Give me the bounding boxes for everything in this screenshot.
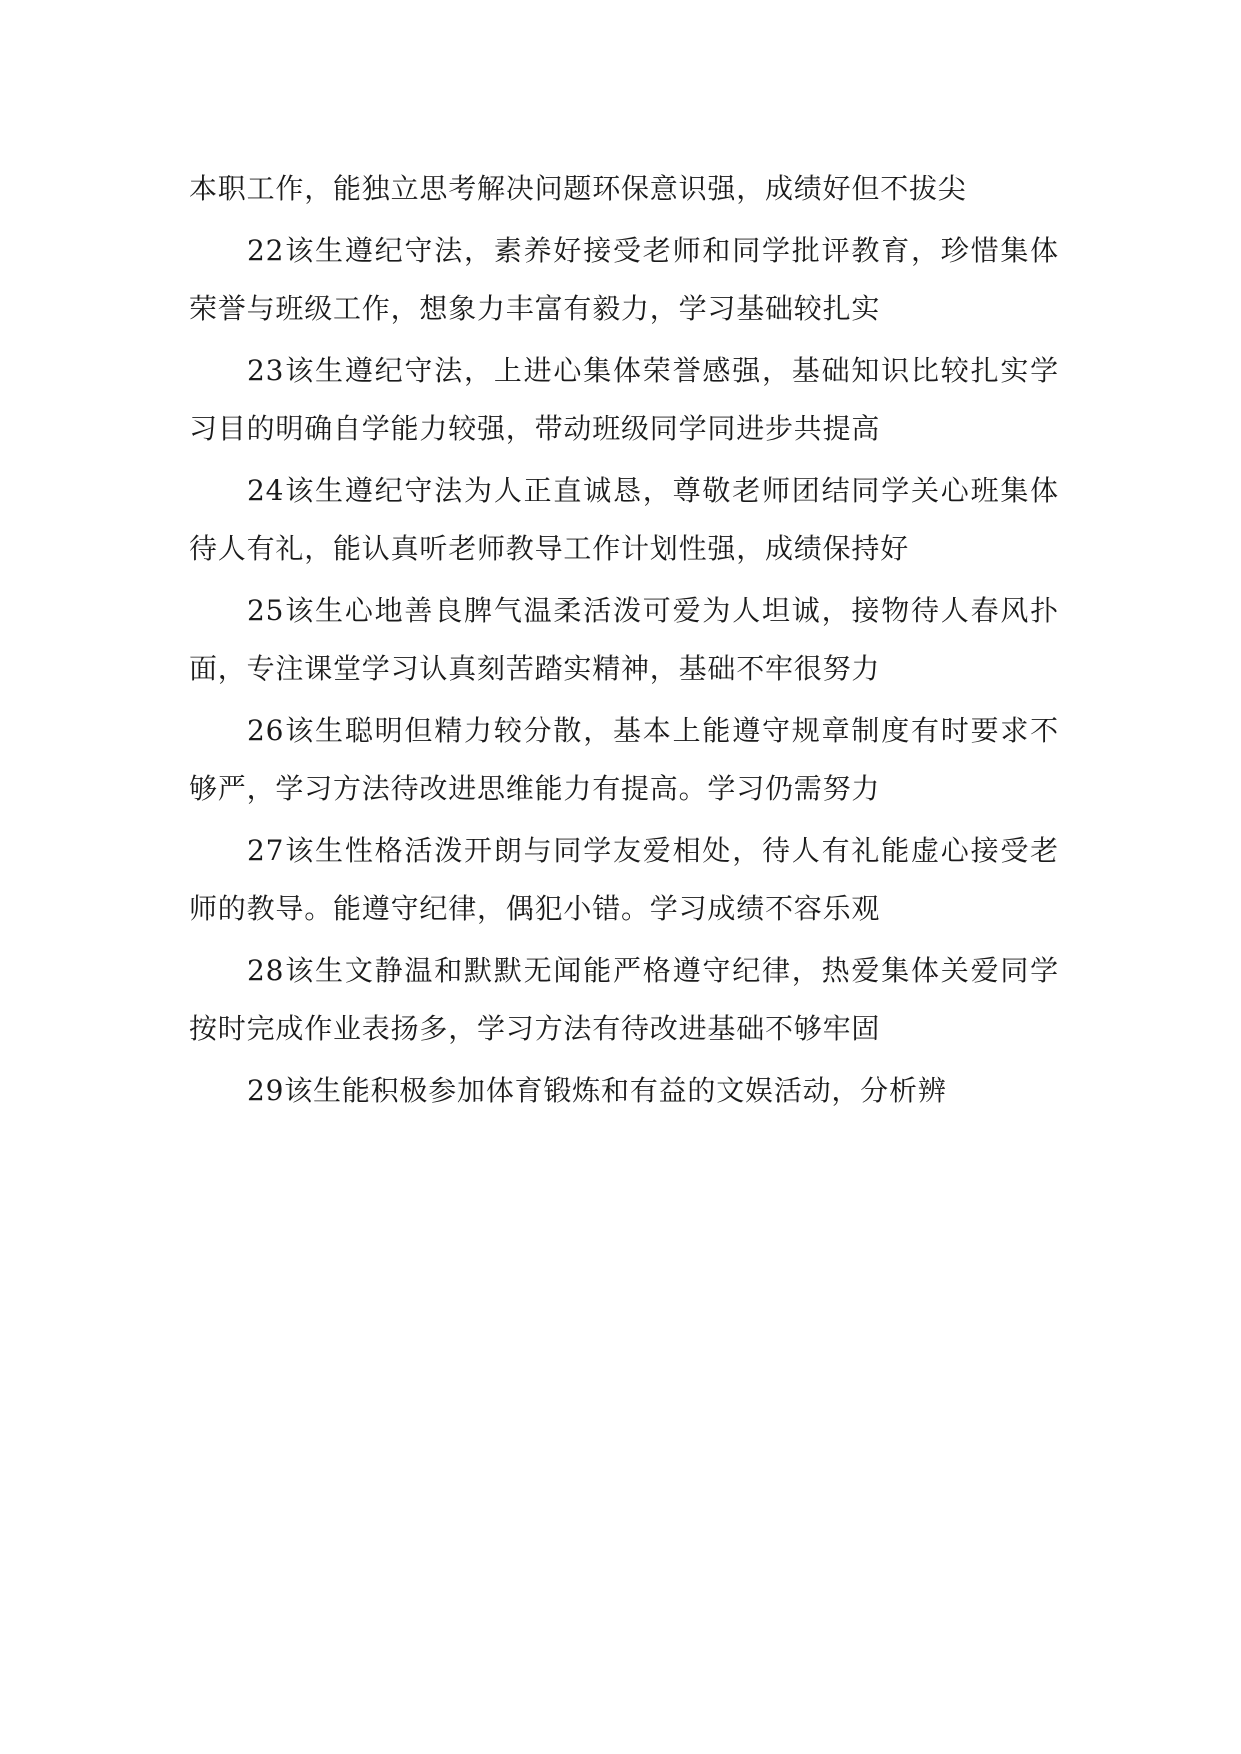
paragraph-23: 23该生遵纪守法，上进心集体荣誉感强，基础知识比较扎实学习目的明确自学能力较强，带动班级同学同进步共提高 xyxy=(189,353,1059,445)
paragraph-27: 27该生性格活泼开朗与同学友爱相处，待人有礼能虚心接受老师的教导。能遵守纪律，偶犯小错。学习成绩不容乐观 xyxy=(189,833,1059,925)
paragraph-24: 24该生遵纪守法为人正直诚恳，尊敬老师团结同学关心班集体待人有礼，能认真听老师教导工作计划性强，成绩保持好 xyxy=(189,473,1059,565)
paragraph-29: 29该生能积极参加体育锻炼和有益的文娱活动，分析辨 xyxy=(247,1073,947,1107)
paragraph-22: 22该生遵纪守法，素养好接受老师和同学批评教育，珍惜集体荣誉与班级工作，想象力丰富有毅力，学习基础较扎实 xyxy=(189,233,1059,325)
paragraph-28: 28该生文静温和默默无闻能严格遵守纪律，热爱集体关爱同学按时完成作业表扬多，学习方法有待改进基础不够牢固 xyxy=(189,953,1059,1045)
paragraph-continuation: 本职工作，能独立思考解决问题环保意识强，成绩好但不拔尖 xyxy=(189,172,967,205)
document-body xyxy=(189,157,1059,1120)
paragraph-25: 25该生心地善良脾气温柔活泼可爱为人坦诚，接物待人春风扑面，专注课堂学习认真刻苦踏实精神，基础不牢很努力 xyxy=(189,593,1059,685)
paragraph-26: 26该生聪明但精力较分散，基本上能遵守规章制度有时要求不够严，学习方法待改进思维能力有提高。学习仍需努力 xyxy=(189,713,1059,805)
